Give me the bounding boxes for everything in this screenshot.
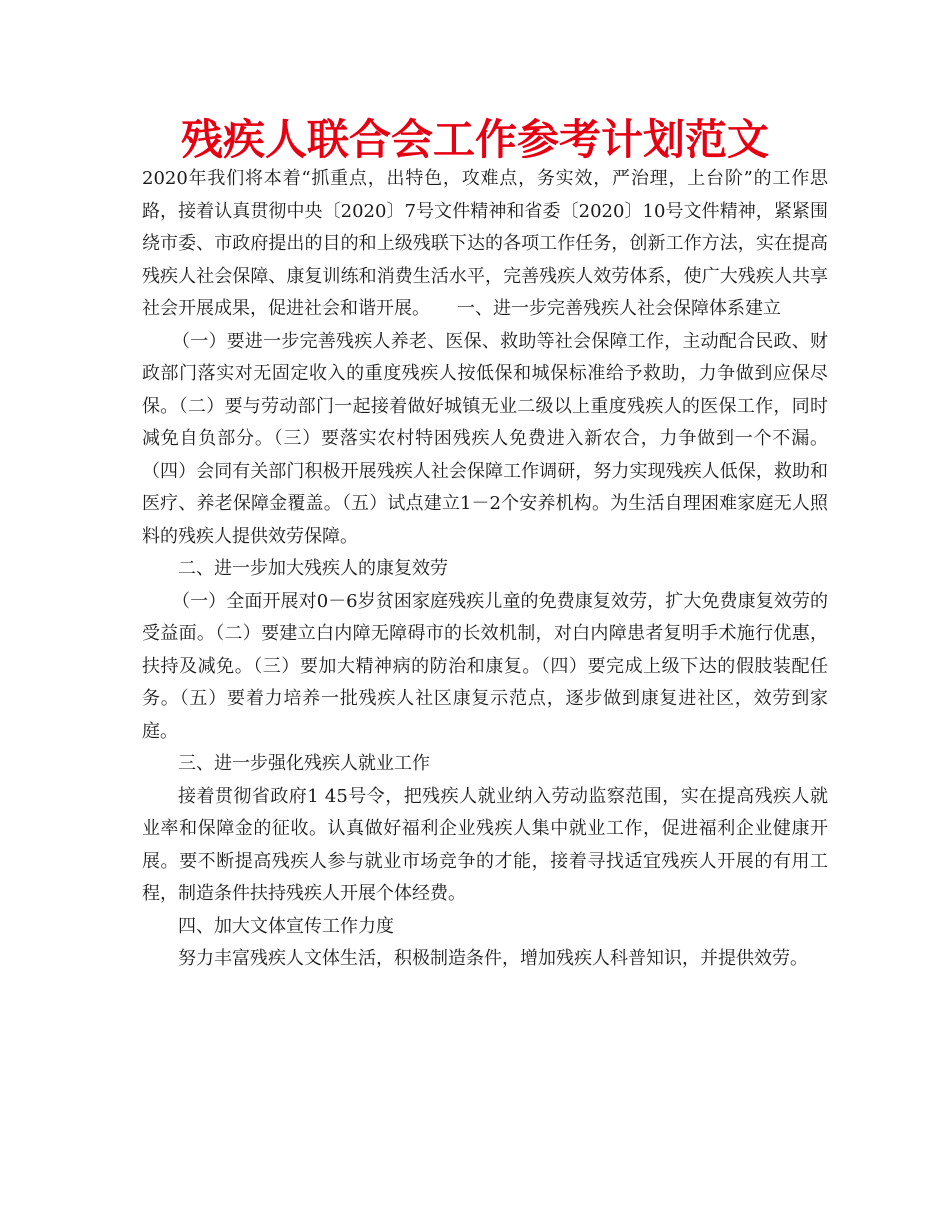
section-3-heading: 三、进一步强化残疾人就业工作	[178, 753, 430, 774]
section-4-paragraph: 努力丰富残疾人文体生活，积极制造条件，增加残疾人科普知识，并提供效劳。	[178, 948, 808, 969]
section-1-paragraph: （一）要进一步完善残疾人养老、医保、救助等社会保障工作，主动配合民政、财政部门落实对无固定收入的重度残疾人按低保和城保标准给予救助，力争做到应保尽保。（二）要与劳动部门一起接着做好城镇无业二级以上重度残疾人的医保工作，同时减免自负部分。（三）要落实农村特困残疾人免费进入新农合，力争做到一个不漏。（四）会同有关部门积极开展残疾人社会保障工作调研，努力实现残疾人低保，救助和医疗、养老保障金覆盖。（五）试点建立1－2个安养机构。为生活自理困难家庭无人照料的残疾人提供效劳保障。	[142, 330, 828, 547]
section-2-heading: 二、进一步加大残疾人的康复效劳	[178, 558, 448, 579]
section-4-heading: 四、加大文体宣传工作力度	[178, 915, 394, 937]
intro-paragraph: 2020年我们将本着“抓重点，出特色，攻难点，务实效，严治理，上台阶”的工作思路，接着认真贯彻中央〔2020〕7号文件精神和省委〔2020〕10号文件精神，紧紧围绕市委、市政府提出的目的和上级残联下达的各项工作任务，创新工作方法，实在提高残疾人社会保障、康复训练和消费生活水平，完善残疾人效劳体系，使广大残疾人共享社会开展成果，促进社会和谐开展。 一、进一步完善残疾人社会保障体系建立	[142, 168, 828, 319]
document-title: 残疾人联合会工作参考计划范文	[180, 115, 769, 164]
section-2-paragraph: （一）全面开展对0－6岁贫困家庭残疾儿童的免费康复效劳，扩大免费康复效劳的受益面。（二）要建立白内障无障碍市的长效机制，对白内障患者复明手术施行优惠，扶持及减免。（三）要加大精神病的防治和康复。（四）要完成上级下达的假肢装配任务。（五）要着力培养一批残疾人社区康复示范点，逐步做到康复进社区，效劳到家庭。	[142, 590, 828, 742]
section-3-paragraph: 接着贯彻省政府1 45号令，把残疾人就业纳入劳动监察范围，实在提高残疾人就业率和保障金的征收。认真做好福利企业残疾人集中就业工作，促进福利企业健康开展。要不断提高残疾人参与就业市场竞争的才能，接着寻找适宜残疾人开展的有用工程，制造条件扶持残疾人开展个体经费。	[142, 785, 828, 904]
document-body	[142, 163, 828, 976]
